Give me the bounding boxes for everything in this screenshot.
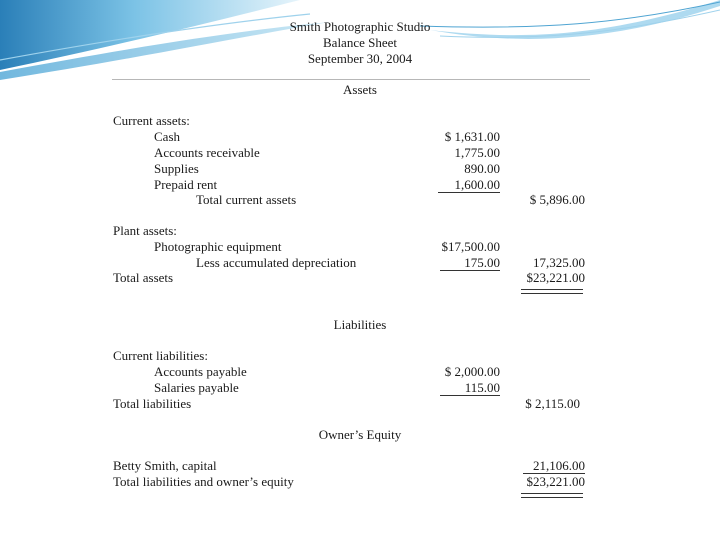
total-liabilities-label: Total liabilities xyxy=(113,396,192,411)
net-plant-assets-amount: 17,325.00 xyxy=(533,255,585,270)
total-liabilities-equity-double-underline xyxy=(521,493,583,498)
total-liabilities-equity-label: Total liabilities and owner’s equity xyxy=(113,474,294,489)
liabilities-heading: Liabilities xyxy=(333,317,387,332)
cash-label: Cash xyxy=(154,129,180,144)
equipment-amount: $17,500.00 xyxy=(441,239,500,254)
owners-equity-heading: Owner’s Equity xyxy=(318,427,402,442)
current-assets-label: Current assets: xyxy=(113,113,190,128)
total-assets-amount: $23,221.00 xyxy=(526,270,585,285)
salaries-payable-amount: 115.00 xyxy=(440,380,500,396)
assets-heading: Assets xyxy=(343,82,377,97)
company-name: Smith Photographic Studio xyxy=(289,19,431,34)
cash-amount: $ 1,631.00 xyxy=(444,129,500,144)
capital-label: Betty Smith, capital xyxy=(113,458,217,473)
total-assets-double-underline xyxy=(521,289,583,294)
supplies-amount: 890.00 xyxy=(464,161,500,176)
accounts-receivable-amount: 1,775.00 xyxy=(454,145,500,160)
depreciation-amount: 175.00 xyxy=(440,255,500,271)
equipment-label: Photographic equipment xyxy=(154,239,282,254)
total-assets-label: Total assets xyxy=(113,270,174,285)
salaries-payable-label: Salaries payable xyxy=(154,380,239,395)
capital-amount: 21,106.00 xyxy=(523,458,585,474)
total-current-assets-label: Total current assets xyxy=(196,192,297,207)
accounts-receivable-label: Accounts receivable xyxy=(154,145,260,160)
statement-date: September 30, 2004 xyxy=(307,51,413,66)
total-liabilities-amount: $ 2,115.00 xyxy=(525,396,580,411)
prepaid-rent-amount: 1,600.00 xyxy=(438,177,500,193)
total-current-assets-amount: $ 5,896.00 xyxy=(529,192,585,207)
statement-title: Balance Sheet xyxy=(323,35,397,50)
depreciation-label: Less accumulated depreciation xyxy=(196,255,357,270)
accounts-payable-label: Accounts payable xyxy=(154,364,247,379)
total-liabilities-equity-amount: $23,221.00 xyxy=(526,474,585,489)
accounts-payable-amount: $ 2,000.00 xyxy=(444,364,500,379)
plant-assets-label: Plant assets: xyxy=(113,223,177,238)
header-divider xyxy=(112,79,590,80)
prepaid-rent-label: Prepaid rent xyxy=(154,177,218,192)
current-liabilities-label: Current liabilities: xyxy=(113,348,208,363)
supplies-label: Supplies xyxy=(154,161,199,176)
